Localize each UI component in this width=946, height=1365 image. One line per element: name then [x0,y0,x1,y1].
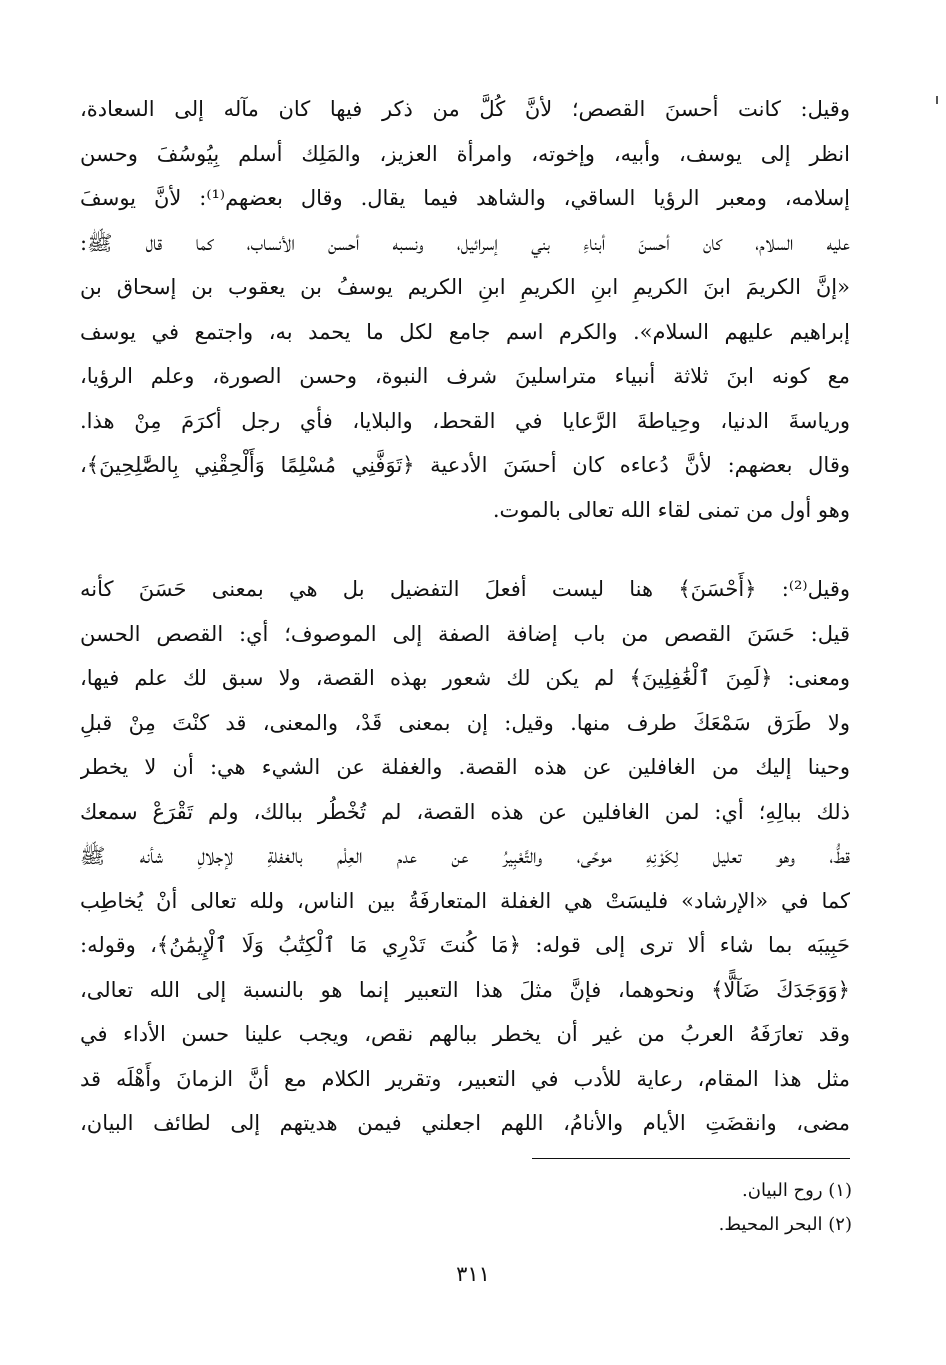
text-line: وحينا إليك من الغافلين عن هذه القصة. والغفلة عن الشيء هي: أن لا يخطر [80,755,850,779]
text-line: ورياسةَ الدنيا، وحِياطةَ الرَّعايا في القحط، والبلايا، فأي رجل أكرَمَ مِنْ هذا. [80,408,850,433]
footnotes [532,1174,852,1242]
text-line: مع كونه ابنَ ثلاثة أنبياء متراسلينَ شرف النبوة، وحسن الصورة، وعلم الرؤيا، [80,364,850,388]
text-line: انظر إلى يوسف، وأبيه، وإخوته، وامرأة العزيز، والمَلِك أسلم بِيُوسُفَ وحسن [80,141,850,166]
text-line: وهو أول من تمنى لقاء الله تعالى بالموت. [492,497,850,522]
footnote-2: (٢) البحر المحيط. [718,1214,852,1235]
text-line: قطُّ، وهو تعليل لِكَوْنِهِ موحًى، والتَّعْبِيرُ عن عدم العِلْم بالغفلةِ لإجلالِ شأنه ﷺ [80,844,850,868]
text-line: كما في «الإرشاد» فليسَتْ هي الغفلة المتعارفَةُ بين الناس، ولله تعالى أنْ يُخاطِب [80,888,850,913]
page-number: ٣١١ [456,1262,490,1286]
text-line: «إنَّ الكريمَ ابنَ الكريمِ ابنِ الكريمِ ابنِ الكريم يوسفُ بن يعقوب بن إسحاق بن [80,275,850,299]
paragraph-1 [80,87,850,532]
text-line: ومعنى: ﴿لَمِنَ ٱلْغَٰفِلِينَ﴾ لم يكن لك شعور بهذه القصة، ولا سبق لك علم فيها، [80,666,850,690]
footnote-divider [532,1158,850,1159]
text-line: وقد تعارَفَهُ العربُ من غير أن يخطر ببالهم نقص، ويجب علينا حسن الأداء في [80,1022,850,1046]
text-line: ولا طَرَق سَمْعَكَ طرف منها. وقيل: إن بمعنى قَدْ، والمعنى، قد كنْتَ مِنْ قبلِ [80,710,850,735]
paragraph-2 [80,567,850,1146]
footnote-1: (١) روح البيان. [742,1180,852,1201]
text-line: حَبِيبَه بما شاء ألا ترى إلى قوله: ﴿مَا كُنتَ تَدْرِي مَا ٱلْكِتَٰبُ وَلَا ٱلْإِيمَٰنُ﴾، وقوله: [80,933,850,957]
text-line: وقيل: كانت أحسنَ القصص؛ لأنَّ كُلَّ من ذكر فيها كان مآله إلى السعادة، [80,97,850,121]
text-line: إسلامه، ومعبر الرؤيا الساقي، والشاهد فيما يقال. وقال بعضهم⁽¹⁾: لأنَّ يوسفَ [80,186,850,210]
text-line: قيل: حَسَنَ القصص من باب إضافة الصفة إلى الموصوف؛ أي: القصص الحسن [80,621,850,646]
text-line: مضى، وانقضَتِ الأيام والأنامُ، اللهم اجعلني فيمن هديتهم إلى لطائف البيان، [80,1111,850,1135]
text-line: إبراهيم عليهم السلام». والكرم اسم جامع لكل ما يحمد به، واجتمع في يوسف [80,319,850,344]
text-line: مثل هذا المقام، رعاية للأدب في التعبير، وتقرير الكلام مع أنَّ الزمانَ وأَهْلَه قد [80,1066,850,1091]
text-line: وقيل⁽²⁾: ﴿أَحْسَنَ﴾ هنا ليست أفعلَ التفضيل بل هي بمعنى حَسَنَ كأنه [80,577,850,601]
text-line: ﴿وَوَجَدَكَ ضَآلًّا﴾ ونحوهما، فإنَّ مثلَ هذا التعبير إنما هو بالنسبة إلى الله تعالى، [80,977,850,1002]
text-line: وقال بعضهم: لأنَّ دُعاءه كان أحسَنَ الأدعية ﴿تَوَفَّنِي مُسْلِمًا وَأَلْحِقْنِي بِالصَّٰلِحِينَ﴾، [80,453,850,477]
text-line: عليه السلام، كان أحسنَ أبناءِ بني إسرائيل، ونسبه أحسن الأنساب، كما قال ﷺ: [80,230,850,255]
text-line: ذلك ببالِهِ؛ أي: لمن الغافلين عن هذه القصة، لم تُخْطُر ببالك، ولم تَقْرَعْ سمعك [80,799,850,824]
edge-mark [936,96,938,104]
